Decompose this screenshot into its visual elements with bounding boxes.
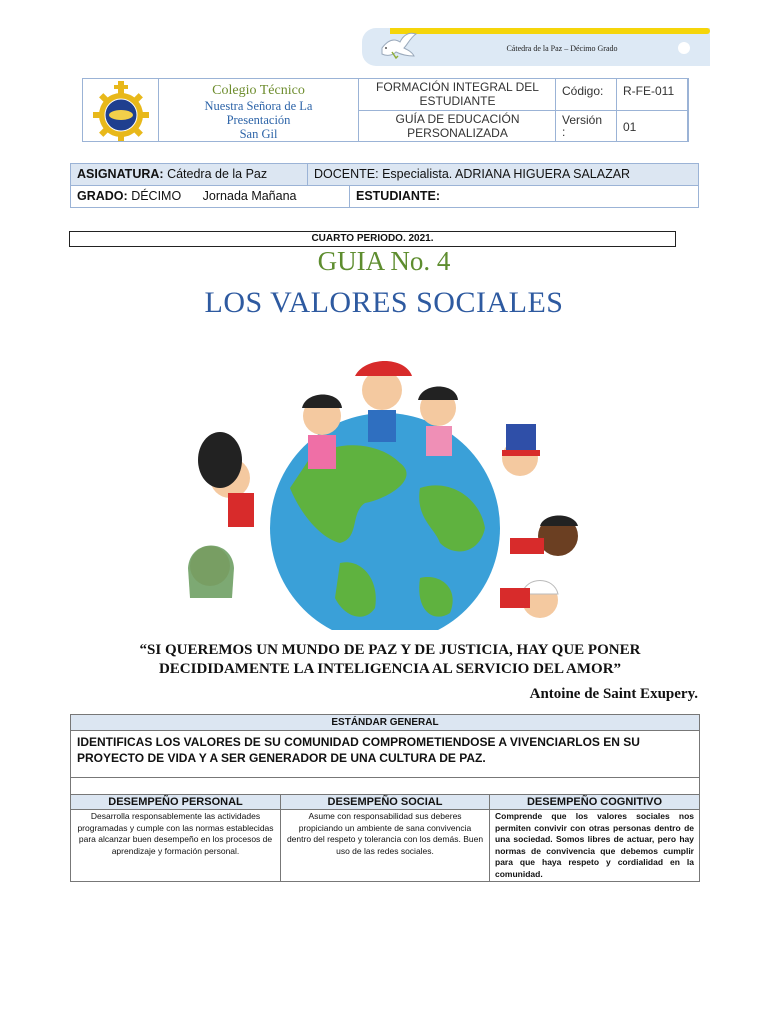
version-label <box>556 110 616 141</box>
school-name-cell <box>159 79 359 141</box>
col-cognitive-header: DESEMPEÑO COGNITIVO <box>490 795 699 810</box>
guide-title <box>359 110 556 142</box>
code-labels-cell <box>556 79 617 141</box>
estudiante-label: ESTUDIANTE: <box>356 189 441 203</box>
form-title <box>359 79 556 110</box>
code-values-cell <box>617 79 688 141</box>
school-logo-cell <box>83 79 159 141</box>
page-title: LOS VALORES SOCIALES <box>204 286 564 319</box>
standard-body: IDENTIFICAS LOS VALORES DE SU COMUNIDAD COMPROMETIENDOSE A VIVENCIARLOS EN SU PROYECTO DE VIDA Y A SER GENERADOR DE UNA CULTURA DE PAZ. <box>71 731 699 778</box>
col-social-header: DESEMPEÑO SOCIAL <box>281 795 489 810</box>
period-box: CUARTO PERIODO. 2021. <box>69 231 676 247</box>
jornada-value: Jornada Mañana <box>202 189 297 203</box>
top-banner <box>362 28 710 66</box>
code-label: Código: <box>562 84 604 98</box>
quote-line-2: DECIDIDAMENTE LA INTELIGENCIA AL SERVICIO DEL AMOR” <box>158 661 622 677</box>
school-line-2: Nuestra Señora de La <box>204 99 313 113</box>
docente-label: DOCENTE: <box>314 167 379 181</box>
asignatura-value: Cátedra de la Paz <box>167 167 268 181</box>
col-personal-text: Desarrolla responsablemente las actividades programadas y cumple con las normas establecidas para alcanzar buen desempeño en los procesos de aprendizaje y formación personal. <box>77 811 274 856</box>
asignatura-cell <box>71 164 307 185</box>
form-title-cell <box>359 79 556 141</box>
standards-table <box>70 714 700 882</box>
asignatura-label: ASIGNATURA: <box>77 167 164 181</box>
form-title-line-2: ESTUDIANTE <box>419 94 496 108</box>
grado-cell <box>71 186 349 207</box>
col-social-text: Asume con responsabilidad sus deberes propiciando un ambiente de sana convivencia dentro del respeto y tolerancia con los demás. Buen uso de las redes sociales. <box>286 811 484 856</box>
grado-value: DÉCIMO <box>131 189 182 203</box>
school-line-4: San Gil <box>239 127 278 141</box>
version-label-text: Versión <box>562 113 603 127</box>
banner-dot <box>678 42 690 54</box>
children-globe-illustration <box>150 338 620 630</box>
banner-text: Cátedra de la Paz – Décimo Grado <box>506 44 618 53</box>
form-title-line-1: FORMACIÓN INTEGRAL DEL <box>376 80 539 94</box>
school-logo <box>83 79 159 141</box>
guide-number: GUIA No. 4 <box>317 246 451 276</box>
code-value: R-FE-011 <box>623 84 675 98</box>
docente-value: Especialista. ADRIANA HIGUERA SALAZAR <box>382 167 631 181</box>
version-label-colon: : <box>562 125 566 139</box>
banner-accent-stripe <box>390 28 710 34</box>
version-value: 01 <box>617 110 687 141</box>
guide-title-line-1: GUÍA DE EDUCACIÓN <box>395 112 520 126</box>
subject-row-1 <box>71 164 698 186</box>
guide-title-line-2: PERSONALIZADA <box>407 126 508 140</box>
subject-table <box>70 163 699 208</box>
docente-cell <box>307 164 698 185</box>
subject-row-2 <box>71 186 698 207</box>
school-line-3: Presentación <box>226 113 291 127</box>
header-table <box>82 78 689 142</box>
quote <box>80 641 700 679</box>
school-name: Colegio Técnico <box>212 83 305 98</box>
standard-header: ESTÁNDAR GENERAL <box>71 715 699 731</box>
col-cognitive-text: Comprende que los valores sociales nos permiten convivir con otras personas dentro de una sociedad. Somos libres de actuar, pero hay normas de convivencia que debemos cumplir para que haya respeto y cordialidad en la comunidad. <box>495 811 694 879</box>
grado-label: GRADO: <box>77 189 128 203</box>
quote-author: Antoine de Saint Exupery. <box>529 686 698 702</box>
col-personal-header: DESEMPEÑO PERSONAL <box>71 795 280 810</box>
standard-spacer-row <box>71 779 699 795</box>
dove-icon <box>378 30 418 62</box>
estudiante-cell <box>349 186 698 207</box>
quote-line-1: “SI QUEREMOS UN MUNDO DE PAZ Y DE JUSTICIA, HAY QUE PONER <box>139 642 641 658</box>
